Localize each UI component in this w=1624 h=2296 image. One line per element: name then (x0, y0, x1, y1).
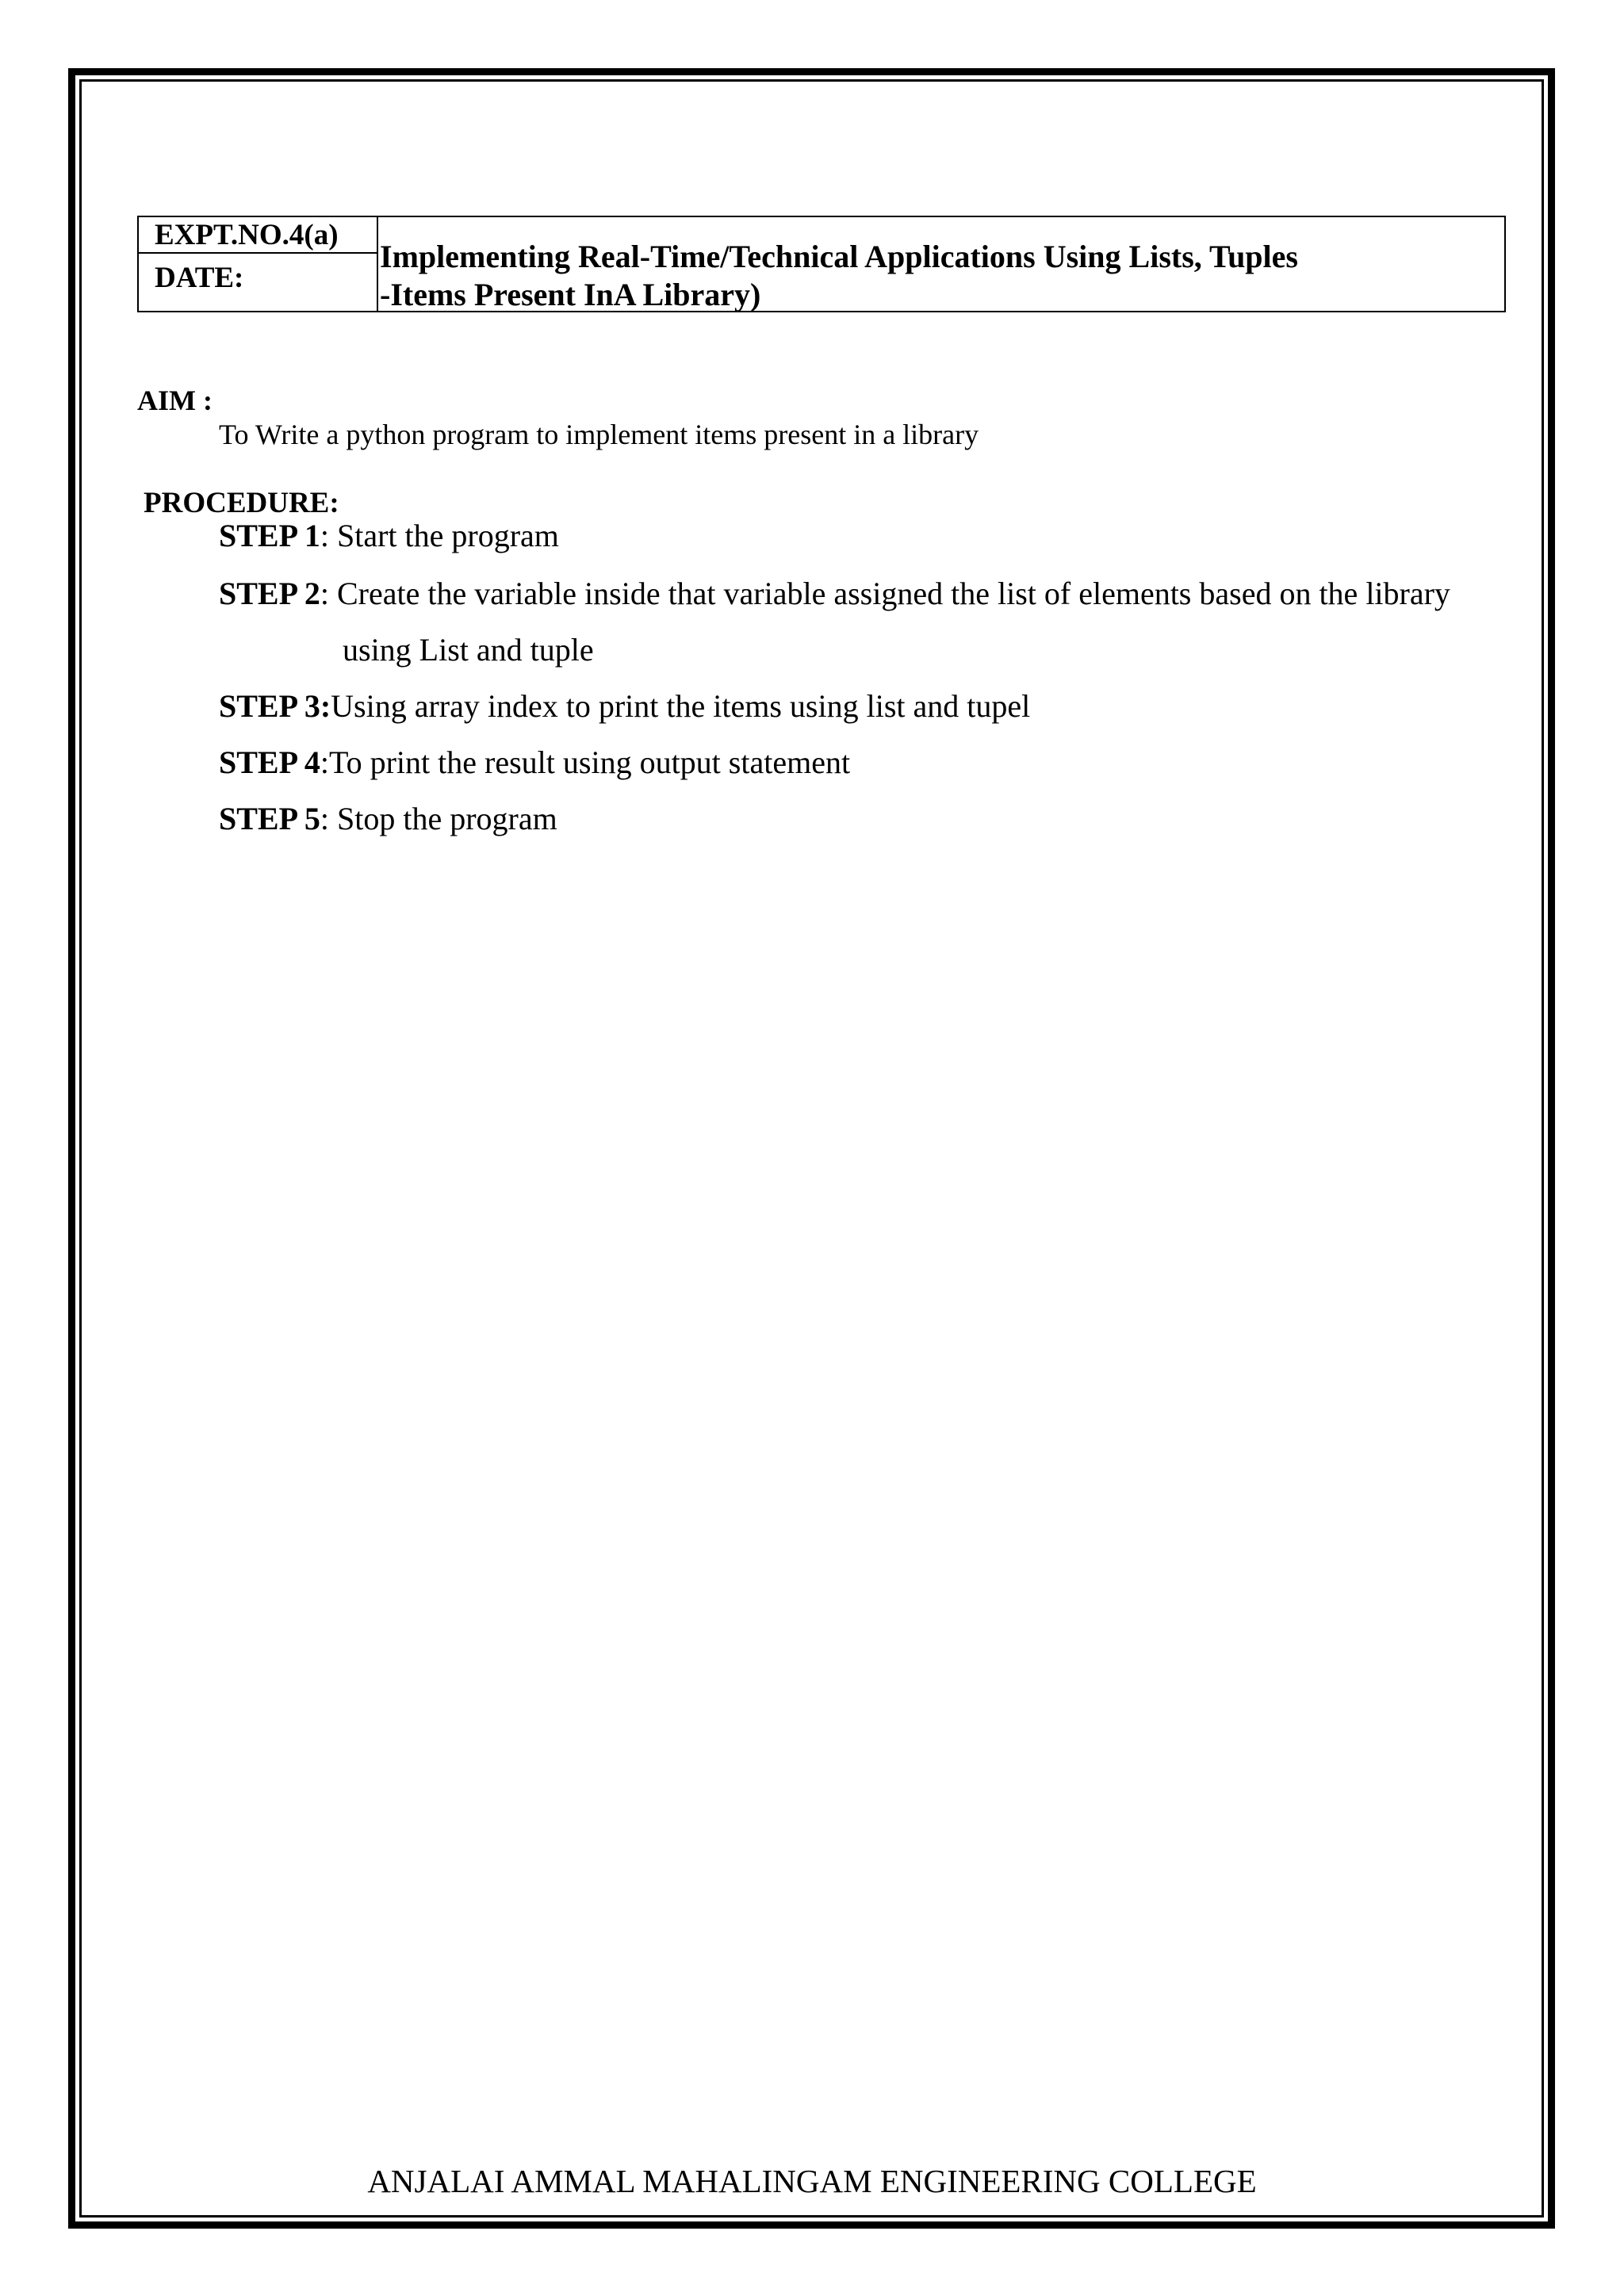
step-3-label: STEP 3: (219, 688, 331, 724)
expt-no-cell: EXPT.NO.4(a) (139, 217, 377, 254)
step-3-text: Using array index to print the items using list and tupel (331, 688, 1031, 724)
college-footer: ANJALAI AMMAL MAHALINGAM ENGINEERING COLLEGE (367, 2163, 1257, 2199)
step-5-text: Stop the program (336, 801, 557, 836)
step-2-text: Create the variable inside that variable assigned the list of elements based on the library (336, 576, 1450, 611)
experiment-header-table (137, 216, 1506, 312)
step-4-label: STEP 4 (219, 744, 320, 780)
experiment-title-line-1: Implementing Real-Time/Technical Applications Using Lists, Tuples (380, 239, 1298, 274)
aim-heading: AIM : (137, 385, 213, 416)
step-2 (219, 575, 1450, 613)
experiment-title (378, 238, 1504, 314)
header-left-column (139, 217, 378, 311)
step-4-separator: : (320, 744, 329, 780)
step-4-text: To print the result using output statement (328, 744, 851, 780)
step-1 (219, 517, 559, 555)
step-5-label: STEP 5 (219, 801, 320, 836)
page-border-inner (79, 79, 1544, 2218)
step-1-label: STEP 1 (219, 518, 320, 553)
step-1-separator: : (320, 518, 337, 553)
step-4 (219, 744, 850, 782)
date-cell: DATE: (155, 262, 244, 294)
step-3 (219, 687, 1030, 725)
step-1-text: Start the program (336, 518, 559, 553)
procedure-heading: PROCEDURE: (144, 487, 339, 519)
aim-text: To Write a python program to implement items present in a library (219, 419, 979, 450)
step-2-continuation: using List and tuple (343, 632, 594, 668)
step-2-label: STEP 2 (219, 576, 320, 611)
step-5 (219, 800, 557, 838)
step-5-separator: : (320, 801, 337, 836)
step-2-separator: : (320, 576, 337, 611)
experiment-title-line-2: -Items Present InA Library) (380, 277, 761, 312)
